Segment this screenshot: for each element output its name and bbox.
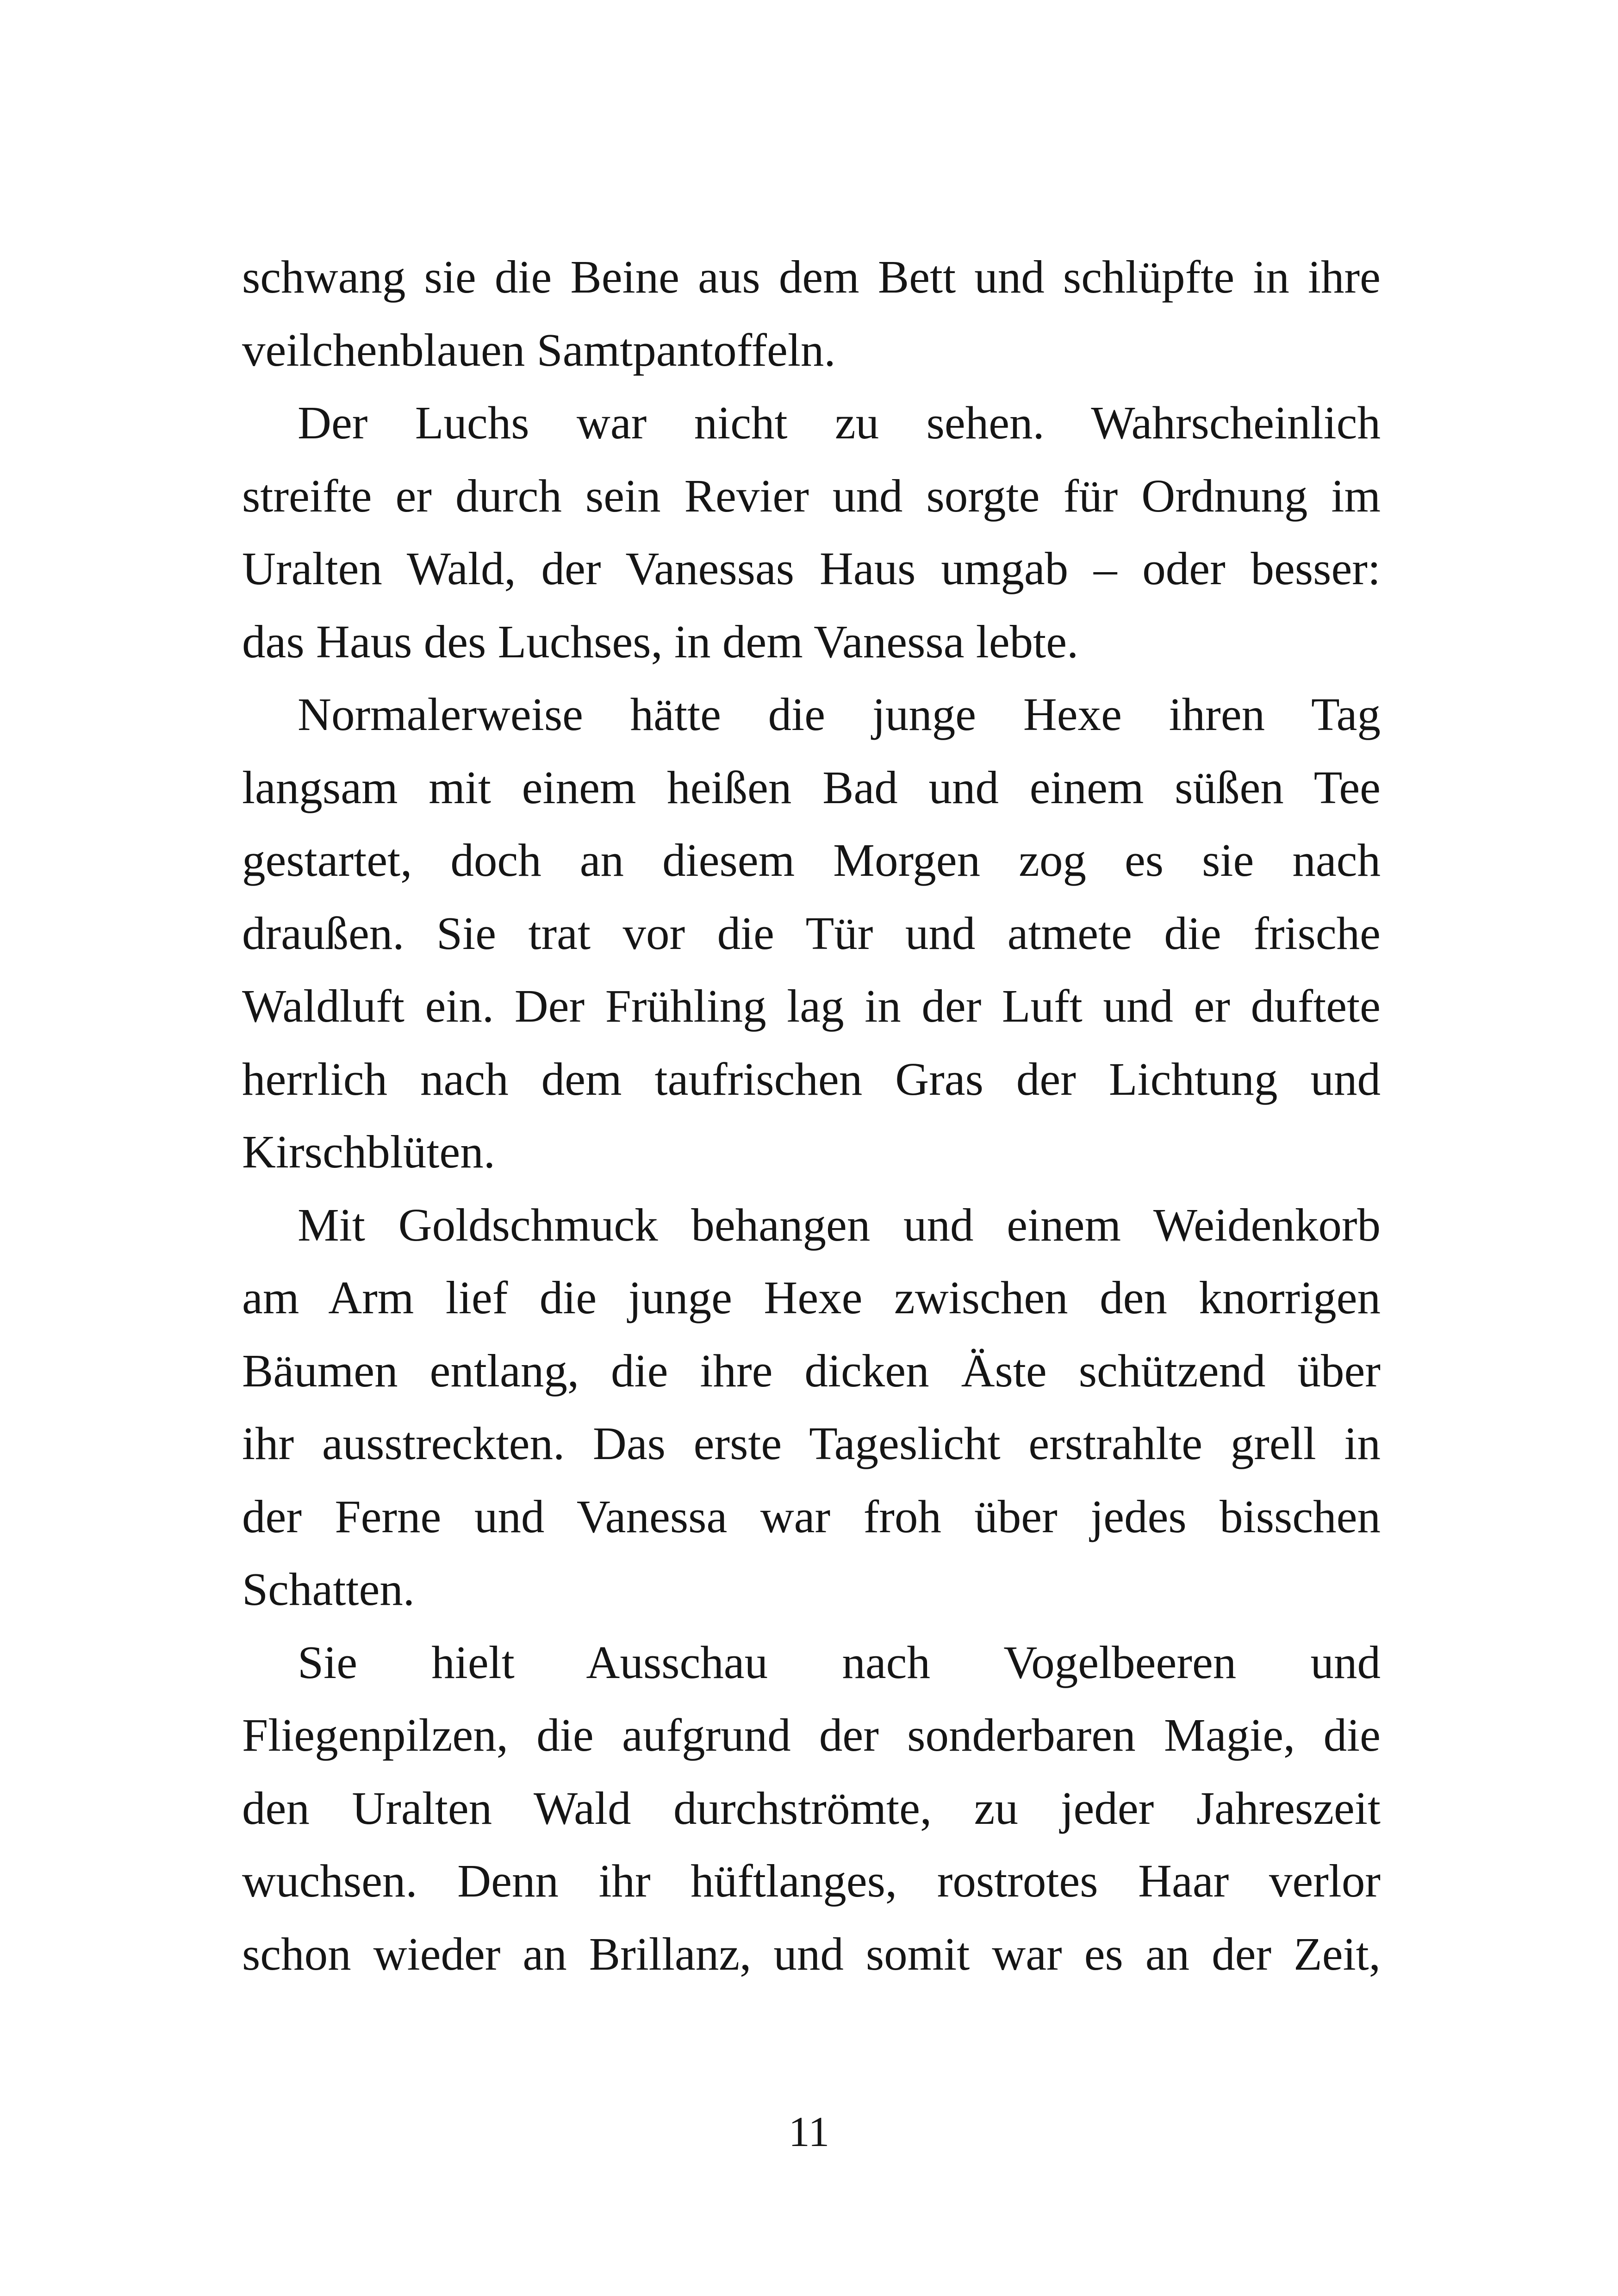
text-line: am Arm lief die junge Hexe zwischen den knorrigen — [242, 1272, 1381, 1323]
text-line: Waldluft ein. Der Frühling lag in der Luft und er duftete — [242, 980, 1381, 1032]
text-line: schon wieder an Brillanz, und somit war es an der Zeit, — [242, 1928, 1381, 1980]
page-number: 11 — [788, 2108, 830, 2155]
text-line: Fliegenpilzen, die aufgrund der sonderbaren Magie, die — [242, 1709, 1381, 1761]
text-line: gestartet, doch an diesem Morgen zog es sie nach — [242, 834, 1381, 886]
text-line: Der Luchs war nicht zu sehen. Wahrscheinlich — [298, 397, 1381, 449]
text-line: schwang sie die Beine aus dem Bett und schlüpfte in ihre — [242, 251, 1381, 303]
text-line: ihr ausstreckten. Das erste Tageslicht erstrahlte grell in — [242, 1417, 1381, 1469]
body-text — [242, 241, 1381, 1990]
text-line: langsam mit einem heißen Bad und einem süßen Tee — [242, 761, 1381, 813]
text-line: veilchenblauen Samtpantoffeln. — [242, 324, 836, 376]
text-line: Uralten Wald, der Vanessas Haus umgab – oder besser: — [242, 543, 1381, 594]
text-line: Mit Goldschmuck behangen und einem Weidenkorb — [298, 1198, 1381, 1251]
text-line: der Ferne und Vanessa war froh über jedes bisschen — [242, 1490, 1381, 1542]
text-line: das Haus des Luchses, in dem Vanessa lebte. — [242, 615, 1079, 668]
text-line: Sie hielt Ausschau nach Vogelbeeren und — [298, 1636, 1381, 1688]
text-line: Bäumen entlang, die ihre dicken Äste schützend über — [242, 1344, 1381, 1397]
text-line: Normalerweise hätte die junge Hexe ihren Tag — [298, 688, 1381, 740]
text-line: Schatten. — [242, 1563, 415, 1615]
text-line: Kirschblüten. — [242, 1126, 495, 1178]
text-line: den Uralten Wald durchströmte, zu jeder Jahreszeit — [242, 1782, 1381, 1834]
text-line: herrlich nach dem taufrischen Gras der Lichtung und — [242, 1053, 1381, 1105]
text-line: wuchsen. Denn ihr hüftlanges, rostrotes Haar verlor — [242, 1855, 1381, 1907]
text-line: streifte er durch sein Revier und sorgte für Ordnung im — [242, 469, 1381, 522]
text-line: draußen. Sie trat vor die Tür und atmete die frische — [242, 907, 1381, 959]
